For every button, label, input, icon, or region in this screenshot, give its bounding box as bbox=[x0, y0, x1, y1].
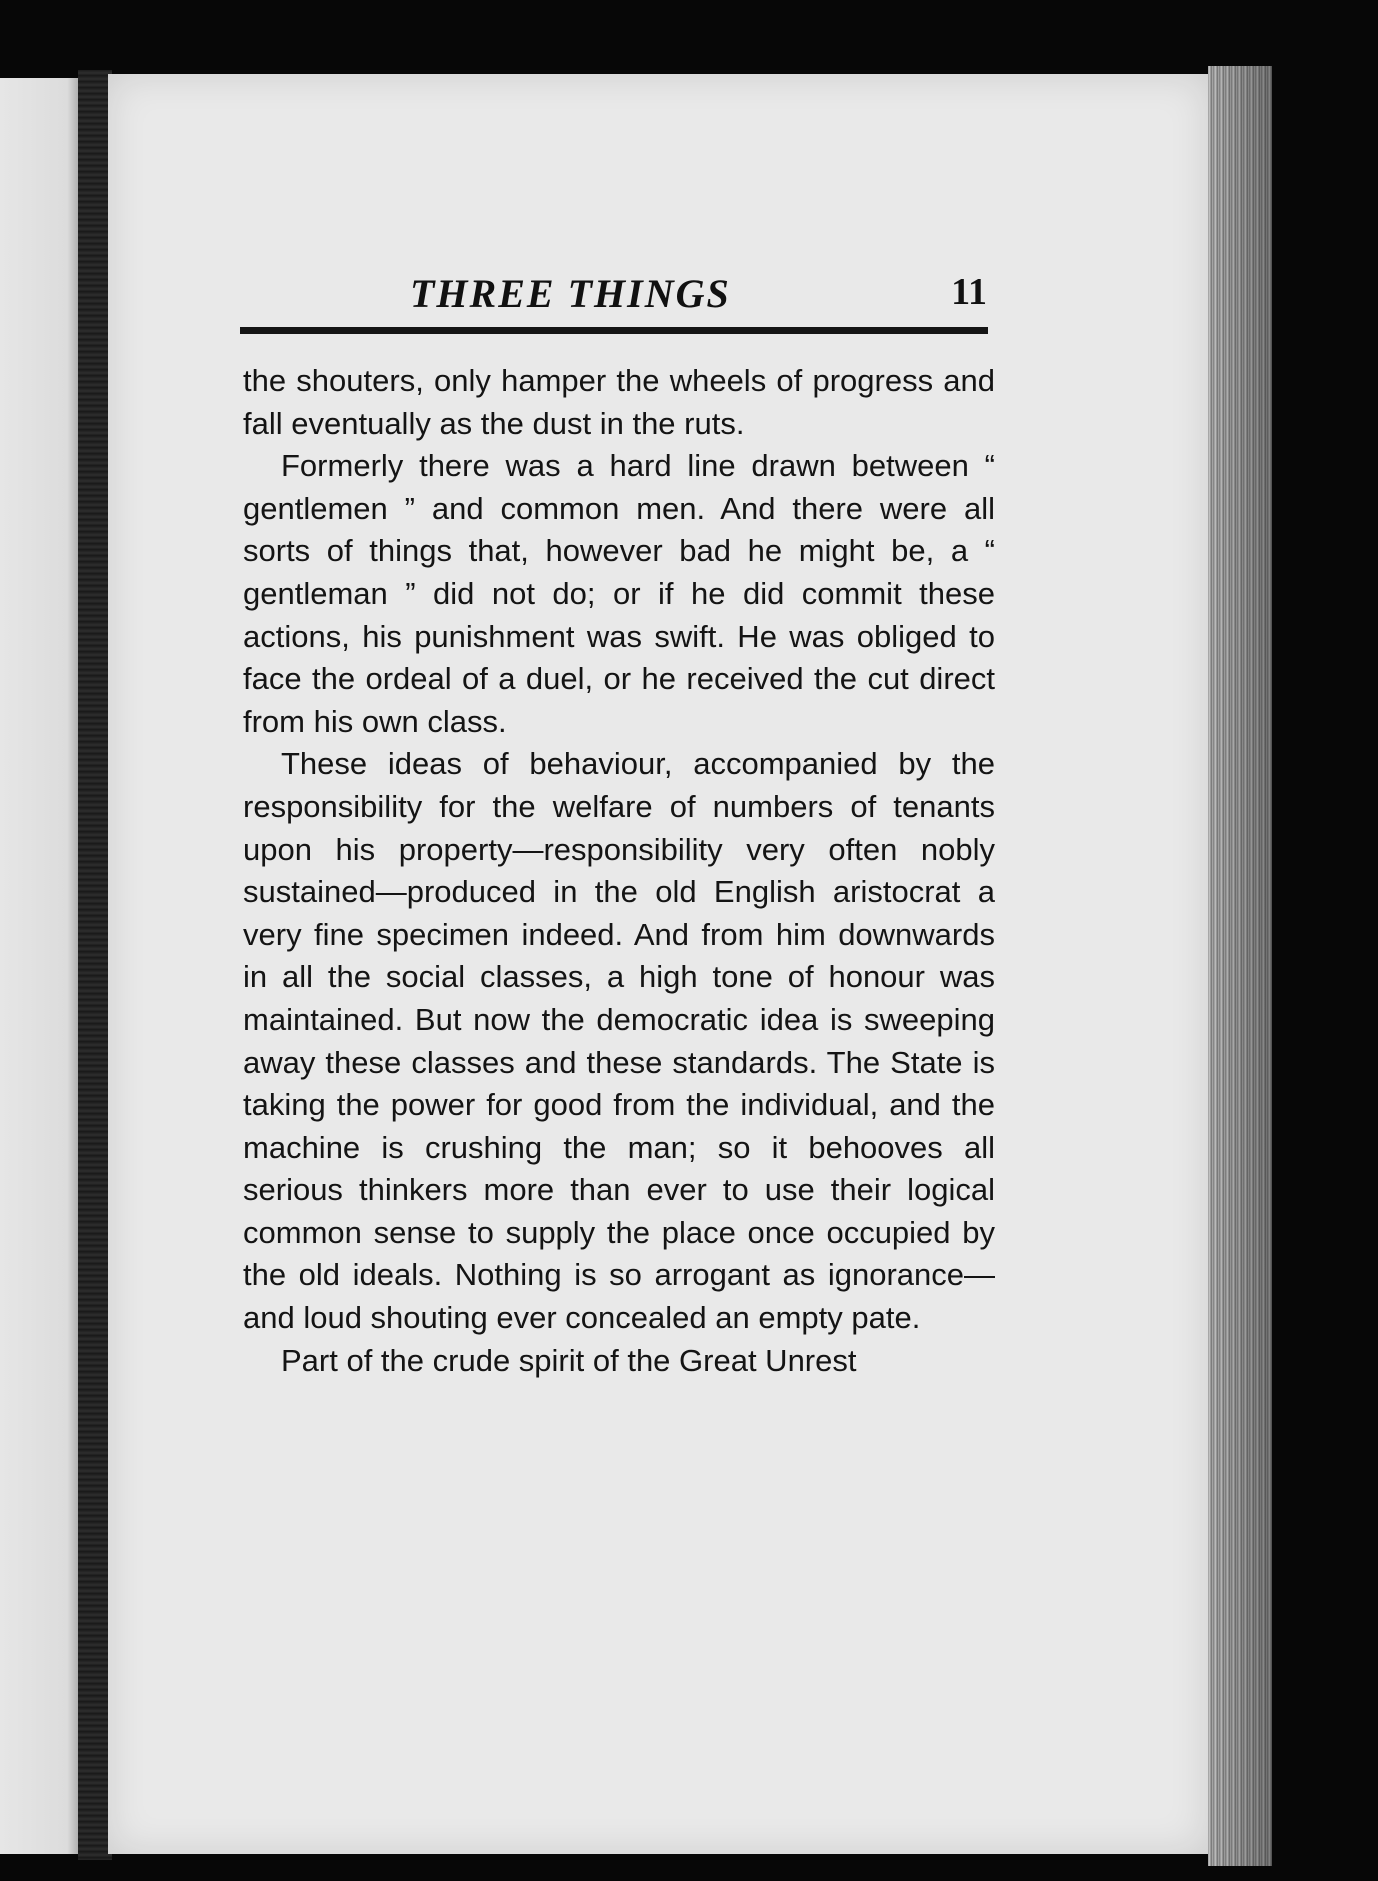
paragraph: These ideas of behaviour, accompanied by the responsibility for the welfare of numbers of tenants upon his property—responsibility very often nobly sustained—produced in the old English aristocrat a very fine specimen indeed. And from him downwards in all the social classes, a high tone of honour was maintained. But now the democratic idea is sweeping away these classes and these standards. The State is taking the power for good from the individual, and the machine is crushing the man; so it behooves all serious thinkers more than ever to use their logical common sense to supply the place once occupied by the old ideals. Nothing is so arrogant as ignorance—and loud shouting ever concealed an empty pate. bbox=[243, 746, 995, 1336]
page-header bbox=[240, 270, 987, 320]
paragraph-continuation: the shouters, only hamper the wheels of progress and fall eventually as the dust in the ruts. bbox=[243, 363, 995, 441]
header-rule bbox=[240, 327, 988, 334]
page-number: 11 bbox=[951, 271, 987, 313]
page-stack-edges bbox=[1208, 66, 1272, 1866]
book-gutter bbox=[78, 70, 112, 1860]
body-text bbox=[243, 360, 995, 1382]
running-head: THREE THINGS bbox=[410, 271, 731, 316]
paragraph: Formerly there was a hard line drawn between “ gentlemen ” and common men. And there were all sorts of things that, however bad he might be, a “ gentleman ” did not do; or if he did commit these actions, his punishment was swift. He was obliged to face the ordeal of a duel, or he received the cut direct from his own class. bbox=[243, 448, 995, 739]
paragraph: Part of the crude spirit of the Great Unrest bbox=[281, 1342, 857, 1378]
